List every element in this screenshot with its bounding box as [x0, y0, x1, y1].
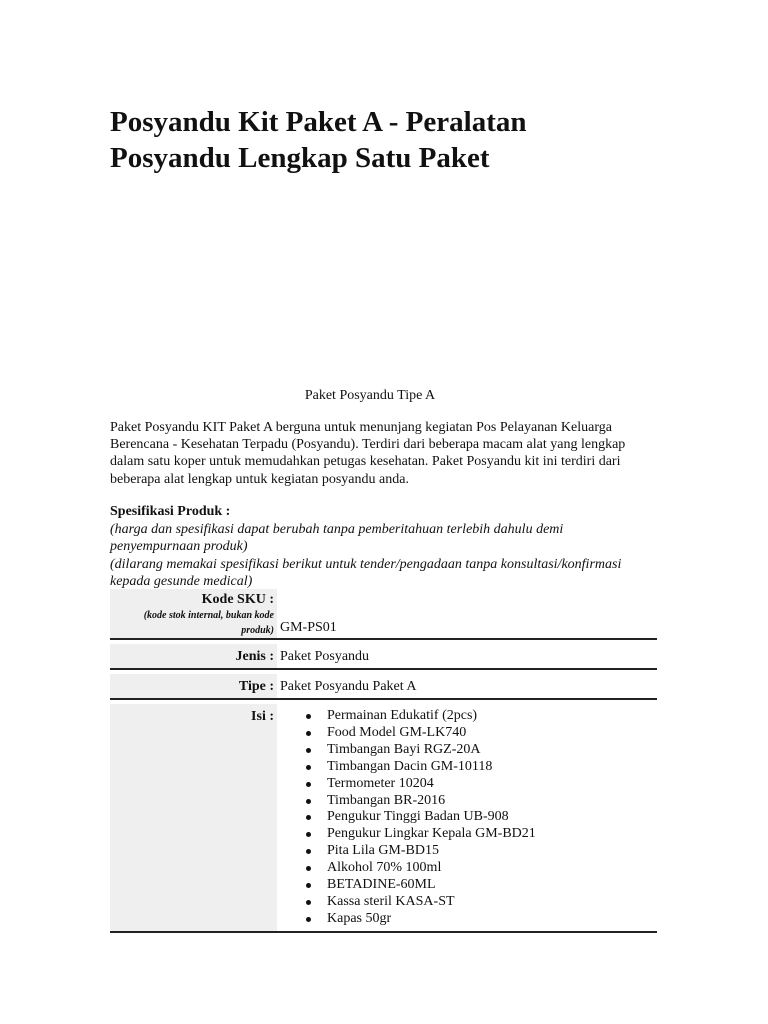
tipe-label: Tipe : — [110, 674, 277, 699]
jenis-label: Jenis : — [110, 644, 277, 669]
spec-section — [110, 503, 655, 591]
list-item: Alkohol 70% 100ml — [280, 860, 657, 877]
list-item: Permainan Edukatif (2pcs) — [280, 708, 657, 725]
sku-label: Kode SKU : — [201, 592, 274, 607]
spec-label-cell — [110, 589, 277, 639]
contents-list — [280, 708, 657, 928]
isi-label: Isi : — [110, 704, 277, 932]
list-item: Termometer 10204 — [280, 776, 657, 793]
list-item: Food Model GM-LK740 — [280, 725, 657, 742]
product-subtitle: Paket Posyandu Tipe A — [304, 388, 436, 403]
tipe-value: Paket Posyandu Paket A — [277, 674, 657, 699]
list-item: Pita Lila GM-BD15 — [280, 843, 657, 860]
jenis-value: Paket Posyandu — [277, 644, 657, 669]
spec-row-isi — [110, 704, 657, 932]
product-description: Paket Posyandu KIT Paket A berguna untuk menunjang kegiatan Pos Pelayanan Keluarga Berencana - Kesehatan Terpadu (Posyandu). Terdiri dari beberapa macam alat yang lengkap dalam satu koper untuk memudahkan petugas kesehatan. Paket Posyandu kit ini terdiri dari beberapa alat lengkap untuk kegiatan posyandu anda. — [110, 420, 626, 487]
sku-sublabel: (kode stok internal, bukan kode produk) — [143, 610, 274, 636]
list-item: Timbangan Bayi RGZ-20A — [280, 742, 657, 759]
list-item: Pengukur Lingkar Kepala GM-BD21 — [280, 826, 657, 843]
list-item: Timbangan Dacin GM-10118 — [280, 759, 657, 776]
page-title: Posyandu Kit Paket A - Peralatan Posyandu Lengkap Satu Paket — [110, 106, 527, 174]
list-item: Kassa steril KASA-ST — [280, 894, 657, 911]
spec-row-sku — [110, 589, 657, 639]
list-item: Timbangan BR-2016 — [280, 793, 657, 810]
list-item: Kapas 50gr — [280, 911, 657, 928]
spec-heading: Spesifikasi Produk : — [110, 504, 231, 519]
list-item: Pengukur Tinggi Badan UB-908 — [280, 809, 657, 826]
spec-row-jenis — [110, 644, 657, 669]
tender-disclaimer: (dilarang memakai spesifikasi berikut untuk tender/pengadaan tanpa konsultasi/konfirmasi kepada gesunde medical) — [110, 556, 622, 589]
list-item: BETADINE-60ML — [280, 877, 657, 894]
spec-table — [110, 589, 657, 933]
price-disclaimer: (harga dan spesifikasi dapat berubah tanpa pemberitahuan terlebih dahulu demi penyempurnaan produk) — [110, 521, 564, 554]
isi-value — [277, 704, 657, 932]
sku-value: GM-PS01 — [277, 589, 657, 639]
spec-row-tipe — [110, 674, 657, 699]
